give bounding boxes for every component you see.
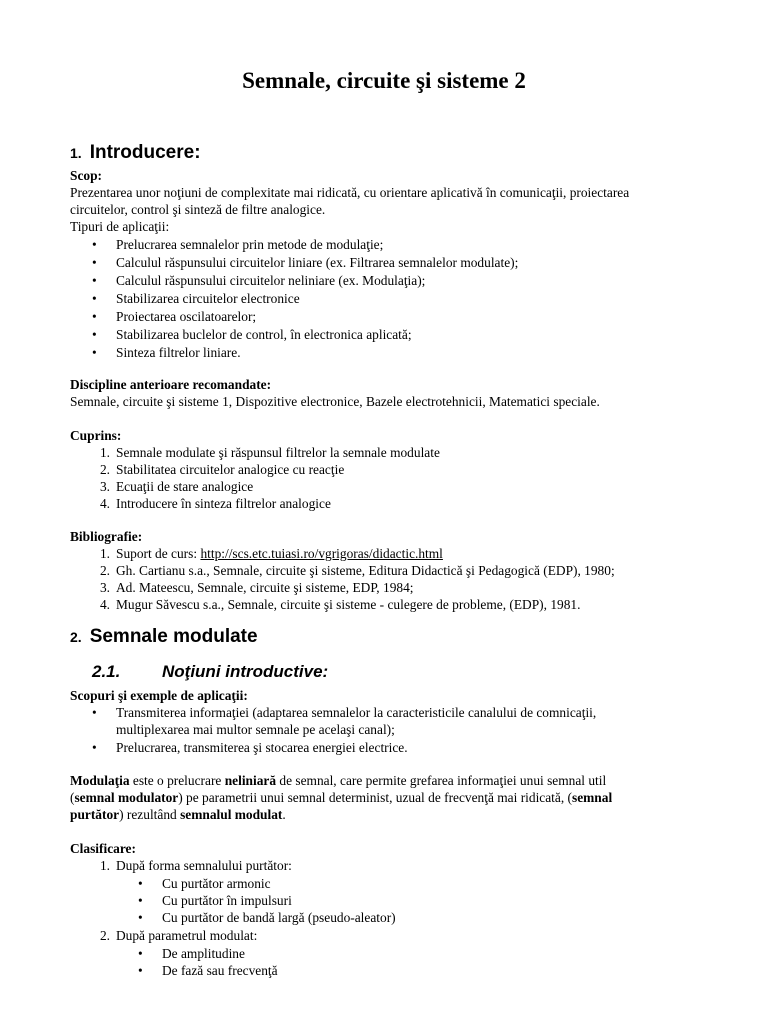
list-item: • Transmiterea informaţiei (adaptarea semnalelor la caracteristicile canalului de comnicaţii,	[92, 705, 597, 720]
section-1-number: 1.	[70, 145, 82, 161]
document-title: Semnale, circuite şi sisteme 2	[242, 68, 526, 93]
bullet-marker: •	[92, 237, 97, 252]
list-item: • Calculul răspunsului circuitelor liniare (ex. Filtrarea semnalelor modulate);	[92, 255, 519, 270]
list-item: • De amplitudine	[138, 946, 245, 961]
list-item: 1. Suport de curs: http://scs.etc.tuiasi.ro/vgrigoras/didactic.html	[99, 546, 443, 561]
bullet-marker: •	[92, 705, 97, 720]
list-item: 2. După parametrul modulat:	[99, 928, 258, 943]
list-item: 3. Ecuaţii de stare analogice	[99, 479, 254, 494]
modulatia-line-2: (semnal modulator) pe parametrii unui semnal determinist, uzual de frecvenţă mai ridicată, (semnal	[70, 790, 613, 805]
subsection-number: 2.1.	[92, 662, 121, 681]
bullet-marker: •	[138, 893, 143, 908]
bullet-marker: •	[92, 740, 97, 755]
section-2-number: 2.	[70, 629, 82, 645]
tipuri-label: Tipuri de aplicaţii:	[70, 219, 170, 234]
scopuri-label: Scopuri şi exemple de aplicaţii:	[70, 688, 248, 703]
section-2-title: Semnale modulate	[89, 626, 258, 647]
clasificare-label: Clasificare:	[70, 841, 136, 856]
scop-text-line-1: Prezentarea unor noţiuni de complexitate mai ridicată, cu orientare aplicativă în comunicaţii, proiectarea	[70, 185, 630, 200]
list-item: 1. Semnale modulate şi răspunsul filtrelor la semnale modulate	[99, 445, 440, 460]
scop-label: Scop:	[70, 168, 102, 183]
cuprins-label: Cuprins:	[70, 428, 122, 443]
bullet-marker: •	[138, 963, 143, 978]
section-1-title: Introducere:	[89, 142, 201, 163]
section-1-heading	[70, 142, 201, 164]
bullet-marker: •	[138, 910, 143, 925]
list-item: • Proiectarea oscilatoarelor;	[92, 309, 257, 324]
bullet-marker: •	[138, 946, 143, 961]
list-item: 1. După forma semnalului purtător:	[99, 858, 292, 873]
list-item: • Prelucrarea semnalelor prin metode de modulaţie;	[92, 237, 384, 252]
list-item: • Stabilizarea buclelor de control, în electronica aplicată;	[92, 327, 412, 342]
subsection-title: Noţiuni introductive:	[162, 662, 329, 681]
bullet-marker: •	[92, 255, 97, 270]
list-item: • Sinteza filtrelor liniare.	[92, 345, 241, 360]
list-item: • Cu purtător în impulsuri	[138, 893, 292, 908]
subsection-2-1-heading	[92, 662, 328, 682]
bullet-marker: •	[92, 345, 97, 360]
bullet-marker: •	[138, 876, 143, 891]
discipline-text: Semnale, circuite şi sisteme 1, Dispozitive electronice, Bazele electrotehnicii, Matematici speciale.	[70, 394, 600, 409]
list-item: • De fază sau frecvenţă	[138, 963, 278, 978]
course-link[interactable]: http://scs.etc.tuiasi.ro/vgrigoras/didactic.html	[200, 546, 443, 561]
bullet-marker: •	[92, 291, 97, 306]
list-item: • Prelucrarea, transmiterea şi stocarea energiei electrice.	[92, 740, 408, 755]
list-item: 2. Stabilitatea circuitelor analogice cu reacţie	[99, 462, 345, 477]
scop-text-line-2: circuitelor, control şi sinteză de filtre analogice.	[70, 202, 326, 217]
bullet-marker: •	[92, 309, 97, 324]
list-item: 4. Mugur Săvescu s.a., Semnale, circuite şi sisteme - culegere de probleme, (EDP), 1981.	[99, 597, 581, 612]
list-item: • Cu purtător armonic	[138, 876, 271, 891]
list-item: 2. Gh. Cartianu s.a., Semnale, circuite şi sisteme, Editura Didactică şi Pedagogică (EDP), 1980;	[99, 563, 615, 578]
section-2-heading	[70, 626, 258, 648]
modulatia-line-1: Modulaţia este o prelucrare neliniară de semnal, care permite grefarea informaţiei unui semnal util	[70, 773, 607, 788]
list-item-continuation: multiplexarea mai multor semnale pe acelaşi canal);	[116, 722, 395, 737]
list-item: • Cu purtător de bandă largă (pseudo-aleator)	[138, 910, 396, 925]
bullet-marker: •	[92, 273, 97, 288]
bibliografie-label: Bibliografie:	[70, 529, 143, 544]
list-item: 3. Ad. Mateescu, Semnale, circuite şi sisteme, EDP, 1984;	[99, 580, 414, 595]
list-item: • Calculul răspunsului circuitelor neliniare (ex. Modulaţia);	[92, 273, 426, 288]
discipline-label: Discipline anterioare recomandate:	[70, 377, 272, 392]
modulatia-line-3: purtător) rezultând semnalul modulat.	[70, 807, 286, 822]
list-item: 4. Introducere în sinteza filtrelor analogice	[99, 496, 331, 511]
list-item: • Stabilizarea circuitelor electronice	[92, 291, 300, 306]
bullet-marker: •	[92, 327, 97, 342]
